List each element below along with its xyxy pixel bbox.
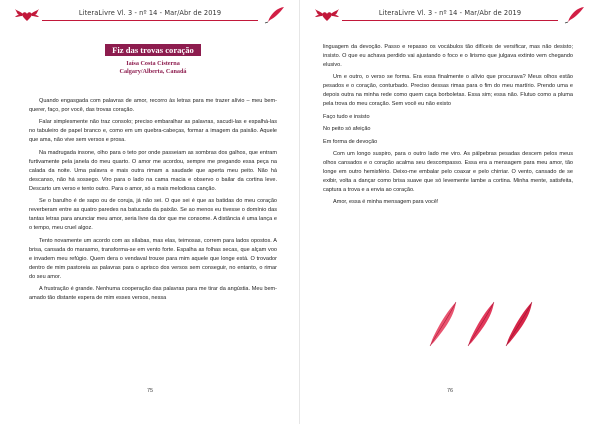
verse-line: Faço tudo e insisto bbox=[323, 113, 370, 120]
red-quill-icon bbox=[264, 6, 286, 24]
header-title: LiteraLivre Vl. 3 - nº 14 - Mar/Abr de 2019 bbox=[78, 9, 222, 17]
article-title: Fiz das trovas coração bbox=[105, 44, 201, 56]
paragraph: A frustração é grande. Nenhuma cooperação das palavras para me tirar da angústia. Meu bem-amado tão distante espera de mim esses versos, nessa bbox=[29, 285, 277, 301]
page-number: 76 bbox=[446, 388, 454, 394]
header-title: LiteraLivre Vl. 3 - nº 14 - Mar/Abr de 2019 bbox=[378, 9, 522, 17]
left-text-column bbox=[29, 97, 277, 306]
paragraph: linguagem da devoção. Passo e repasso os vocábulos tão difíceis de versificar, mas não desisto; insisto. O que eu achava perdido vai ajustando o foco e o lirismo que julgava extinto vem chegando elusivo. bbox=[323, 44, 573, 68]
paragraph: Um e outro, o verso se forma. Era essa finalmente o alívio que procurava? Meus olhos estão pesados e o coração, conturbado. Preciso dessas rimas para o fim do meu martírio. Prendo uma e depois outra na minha rede como quem caça borboletas. Essa sim; essa não. Flutuo como a pluma pela trova do meu coração. Sem você eu não existo bbox=[323, 74, 573, 108]
page-number: 75 bbox=[146, 388, 154, 394]
paragraph: Quando engasgada com palavras de amor, recorro às letras para me trazer alívio – meu bem-querer, faço, por você, das trovas coração. bbox=[29, 98, 277, 113]
right-text-column bbox=[323, 43, 573, 211]
page-header bbox=[314, 6, 586, 24]
paragraph: Falar simplesmente não traz consolo; preciso embaralhar as palavras, sacudi-las e espalhá-las no tabuleiro de papel branco e, como em um quebra-cabeças, formar a imagem da paixão. Aquele que ama, não vive sem versos e prosa. bbox=[29, 119, 277, 144]
author-location: Calgary/Alberta, Canadá bbox=[119, 68, 187, 75]
verse-line: Em forma de devoção bbox=[323, 138, 378, 145]
red-quill-icon bbox=[564, 6, 586, 24]
verse-line: No peito só afeição bbox=[323, 126, 371, 133]
header-rule bbox=[42, 20, 258, 21]
paragraph: Se o barulho é de sapo ou de coruja, já não sei. O que sei é que as batidas do meu coração reverberam entre as quatro paredes na batucada da paixão. Se ao menos eu tivesse o domínio das tantas letras para anunciar meu amor, seria livre da dor que me consome. A distância é uma lança e o tempo, meu cruel algoz. bbox=[29, 198, 277, 232]
paragraph: Tento novamente um acordo com as sílabas, mas elas, teimosas, correm para lados opostos. A brisa, cansada do marasmo, transforma-se em vento forte. Espalha as folhas secas, que alçam voo e invadem meu refúgio. Quem dera o vendaval trouxe para mim aquele que longe está. O trovador dentro de mim pastoreia as palavras para o aprisco dos versos sem conseguir, no entanto, o rimar do seu amor. bbox=[29, 237, 277, 280]
author-name: Iaísa Costa Cisterna bbox=[126, 60, 180, 67]
paragraph: Amor, essa é minha mensagem para você! bbox=[333, 199, 439, 206]
paragraph: Na madrugada insone, olho para o teto por onde passeiam as sombras dos galhos, que entram furtivamente pela janela do meu quarto. O amor me acordou, sempre me pregando essa peça na calada da noite. Uma palavra e mais outra rimam a saudade que aperta meu peito. Não há descanso, não há sossego. Viro para o lado na cama macia e observo o bailar da cortina leve. Descarto um verso e tento outro. Para o amor, só a mais melodiosa canção. bbox=[29, 149, 277, 192]
right-page bbox=[300, 0, 600, 424]
paragraph: Com um longo suspiro, para o outro lado me viro. As pálpebras pesadas descem pelos meus olhos cansados e o coração acalma seu descompasso. Essa era a mensagem para meu amor, tão longe em outro hemisfério. Deixo-me embalar pelo coaxar e pelo chirriar. O vento, cansado de se exibir, volta a dançar como brisa suave que só levemente lambe a cortina. Minha mente, satisfeita, captura a trova e a envia ao coração. bbox=[323, 150, 573, 193]
page-header bbox=[14, 6, 286, 24]
header-rule bbox=[342, 20, 558, 21]
red-feathers-ornament-icon bbox=[426, 300, 546, 350]
